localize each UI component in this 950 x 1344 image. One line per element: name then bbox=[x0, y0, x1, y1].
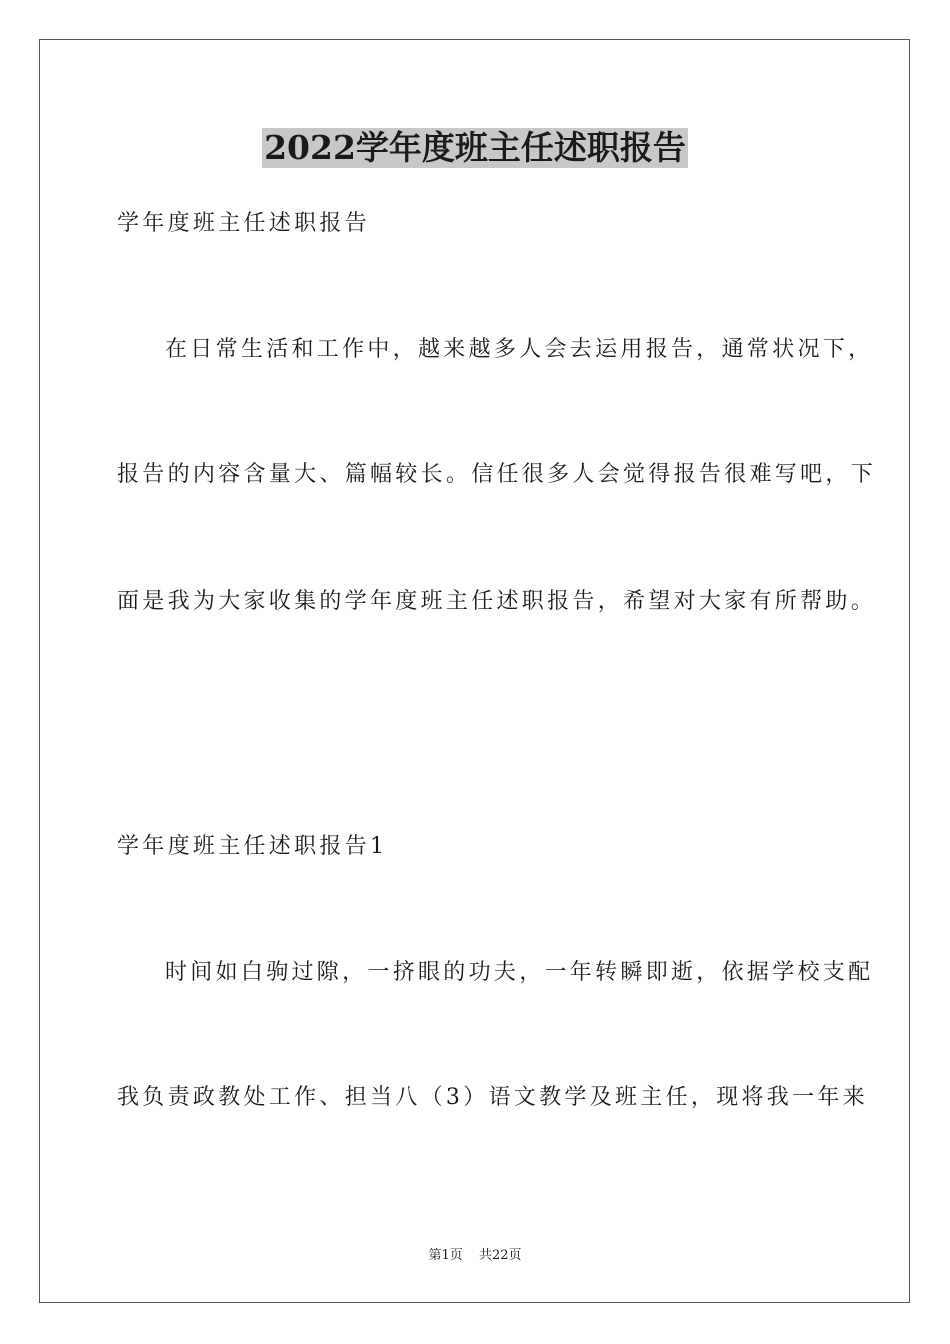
document-title: 2022学年度班主任述职报告 bbox=[264, 128, 686, 167]
paragraph-line: 时间如白驹过隙，一挤眼的功夫，一年转瞬即逝，依据学校支配 bbox=[165, 960, 874, 985]
paragraph-line: 面是我为大家收集的学年度班主任述职报告，希望对大家有所帮助。 bbox=[117, 589, 877, 614]
subtitle-line: 学年度班主任述职报告 bbox=[117, 211, 371, 236]
page-number: 第1页 bbox=[428, 1248, 463, 1263]
paragraph-line: 在日常生活和工作中，越来越多人会去运用报告，通常状况下， bbox=[165, 337, 874, 362]
title-container bbox=[0, 128, 950, 168]
section-heading: 学年度班主任述职报告1 bbox=[117, 834, 388, 859]
paragraph-line: 我负责政教处工作、担当八（3）语文教学及班主任，现将我一年来 bbox=[117, 1085, 868, 1110]
page-total: 共22页 bbox=[478, 1248, 522, 1263]
paragraph-line: 报告的内容含量大、篇幅较长。信任很多人会觉得报告很难写吧，下 bbox=[117, 462, 877, 487]
page-footer bbox=[0, 1248, 950, 1264]
